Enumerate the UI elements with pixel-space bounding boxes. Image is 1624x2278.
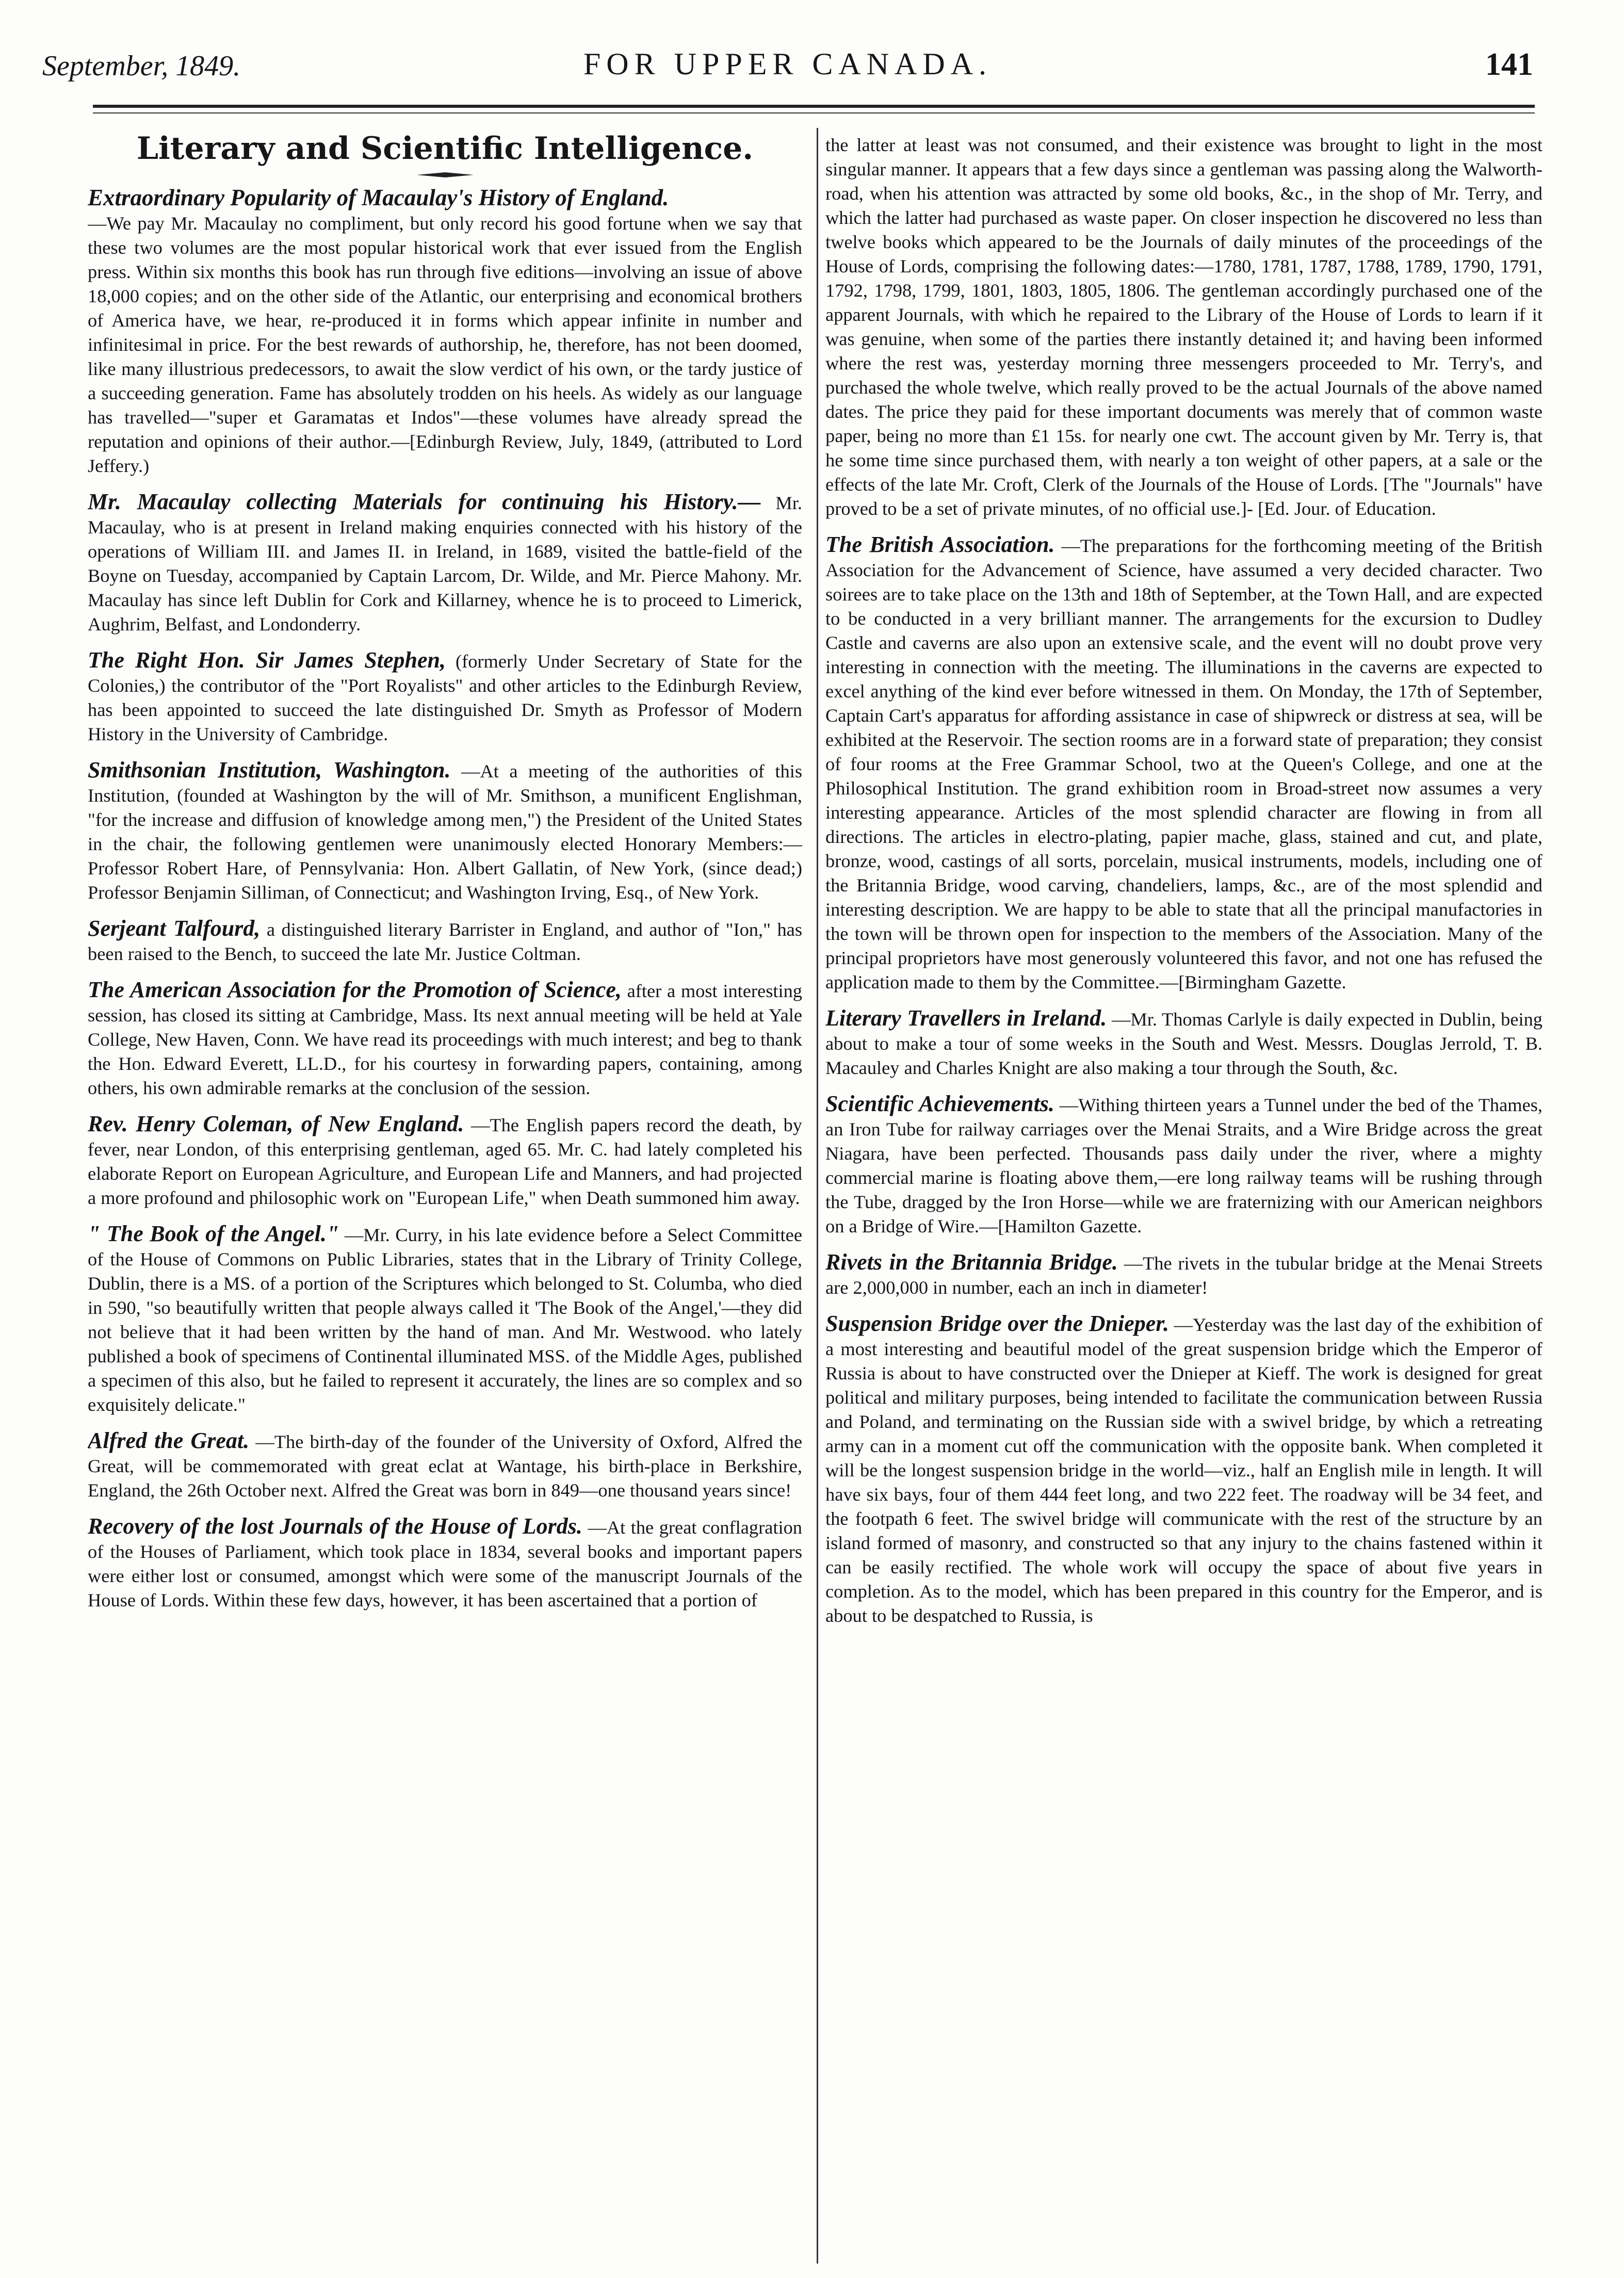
article-body: —Yesterday was the last day of the exhibition of a most interesting and beautiful model of the great suspension bridge which the Emperor of Russia is about to have constructed over the Dnieper at Kieff. The work is designed for great political and military purposes, being intended to facilitate the communication between Russia and Poland, and terminating on the Russian side with a swivel bridge, by which a retreating army can in a moment cut off the communication with the opposite bank. When completed it will be the longest suspension bridge in the world—viz., half an English mile in length. It will have six bays, four of them 444 feet long, and two 222 feet. The roadway will be 34 feet, and the footpath 6 feet. The swivel bridge will communicate with the rest of the structure by an island formed of masonry, and constructed so that any injury to the chains fastened within it can be easily rectified. The whole work will occupy the space of about five years in completion. As to the model, which has been prepared in this country for the Emperor, and is about to be despatched to Russia, is (825, 1314, 1542, 1626)
article-body: —The English papers record the death, by fever, near London, of this enterprising gentleman, aged 65. Mr. C. had lately completed his elaborate Report on European Agriculture, and European Life and Manners, and had projected a more profound and philosophic work on "European Life," when Death summoned him away. (88, 1115, 802, 1208)
article-heading: Extraordinary Popularity of Macaulay's History of England. (88, 185, 669, 210)
right-column (825, 133, 1542, 2264)
article-heading: Smithsonian Institution, Washington. (88, 757, 451, 783)
article-talfourd (88, 916, 802, 966)
article-body: —We pay Mr. Macaulay no compliment, but only record his good fortune when we say that these two volumes are the most popular historical work that ever issued from the English press. Within six months this book has run through five editions—involving an issue of above 18,000 copies; and on the other side of the Atlantic, our enterprising and economical brothers of America have, we hear, re-produced it in forms which appear infinite in number and infinitesimal in price. For the best rewards of authorship, he, therefore, has not been doomed, like many illustrious predecessors, to await the slow verdict of his own, or the tardy justice of a succeeding generation. Fame has absolutely trodden on his heels. As widely as our language has travelled—"super et Garamatas et Indos"—these volumes have already spread the reputation and opinions of their author.—[Edinburgh Review, July, 1849, (attributed to Lord Jeffery.) (88, 213, 802, 476)
article-dnieper-bridge (825, 1311, 1542, 1628)
article-heading: Rivets in the Britannia Bridge. (825, 1249, 1118, 1275)
article-heading: Serjeant Talfourd, (88, 916, 261, 941)
article-heading: Recovery of the lost Journals of the House of Lords. (88, 1514, 582, 1539)
article-heading: Scientific Achievements. (825, 1091, 1054, 1116)
article-british-association (825, 532, 1542, 995)
article-book-of-angel (88, 1222, 802, 1417)
article-body: —At the great conflagration of the Houses of Parliament, which took place in 1834, several books and important papers were either lost or consumed, amongst which were some of the manuscript Journals of the House of Lords. Within these few days, however, it has been ascertained that a portion of (88, 1517, 802, 1610)
header-title: FOR UPPER CANADA. (583, 47, 993, 81)
article-heading: Mr. Macaulay collecting Materials for continuing his History.— (88, 489, 761, 514)
article-macaulay-materials (88, 490, 802, 637)
article-body: —The preparations for the forthcoming meeting of the British Association for the Advancement of Science, have assumed a very decided character. Two soirees are to take place on the 13th and 18th of September, at the Town Hall, and are expected to be conducted in a very brilliant manner. The arrangements for the excursion to Dudley Castle and caverns are also upon an extensive scale, and the event will no doubt prove very interesting in connection with the meeting. The illuminations in the caverns are expected to excel anything of the kind ever before witnessed in them. On Monday, the 17th of September, Captain Cart's apparatus for affording assistance in case of shipwreck or distress at sea, will be exhibited at the Reservoir. The section rooms are in a forward state of preparation; they consist of four rooms at the Free Grammar School, two at the Queen's College, and one at the Philosophical Institution. The grand exhibition room in Broad-street now assumes a very interesting appearance. Articles of the most splendid character are flowing in from all directions. The articles in electro-plating, papier mache, glass, stained and cut, and plate, bronze, wood, castings of all sorts, porcelain, musical instruments, models, including one of the Britannia Bridge, wood carving, chandeliers, lamps, &c., are of the most splendid and interesting description. We are happy to be able to state that all the principal manufactories in the town will be thrown open for inspection to the members of the Association. Many of the principal proprietors have most generously volunteered this favor, and not one has refused the application made to them by the Committee.—[Birmingham Gazette. (825, 535, 1542, 992)
header-rule-thick (93, 105, 1535, 108)
article-body: —The birth-day of the founder of the University of Oxford, Alfred the Great, will be commemorated with great eclat at Wantage, his birth-place in Berkshire, England, the 26th October next. Alfred the Great was born in 849—one thousand years since! (88, 1431, 802, 1501)
header-date: September, 1849. (42, 50, 241, 82)
article-american-association (88, 978, 802, 1100)
article-body: Mr. Macaulay, who is at present in Ireland making enquiries connected with his history of the operations of William III. and James II. in Ireland, in 1689, visited the battle-field of the Boyne on Tuesday, accompanied by Captain Larcom, Dr. Wilde, and Mr. Pierce Mahony. Mr. Macaulay has since left Dublin for Cork and Killarney, whence he is to proceed to Limerick, Aughrim, Belfast, and Londonderry. (88, 493, 802, 634)
article-heading: Rev. Henry Coleman, of New England. (88, 1111, 464, 1136)
article-alfred-the-great (88, 1428, 802, 1503)
article-scientific-achievements (825, 1092, 1542, 1239)
article-body: (formerly Under Secretary of State for the Colonies,) the contributor of the "Port Royalists" and other articles to the Edinburgh Review, has been appointed to succeed the late distinguished Dr. Smyth as Professor of Modern History in the University of Cambridge. (88, 651, 802, 744)
header-rule-thin (93, 112, 1535, 113)
article-heading: The British Association. (825, 532, 1055, 557)
article-literary-travellers (825, 1006, 1542, 1080)
article-heading: Literary Travellers in Ireland. (825, 1005, 1107, 1031)
article-heading: The American Association for the Promotion of Science, (88, 977, 622, 1002)
article-macaulay-popularity (88, 184, 802, 478)
left-column (88, 129, 802, 2259)
article-body: the latter at least was not consumed, and their existence was brought to light in the most singular manner. It appears that a few days since a gentleman was passing along the Walworth-road, when his attention was attracted by some old books, &c., in the shop of Mr. Terry, and which the latter had purchased as waste paper. On closer inspection he discovered no less than twelve books which appeared to be the Journals of daily minutes of the proceedings of the House of Lords, comprising the following dates:—1780, 1781, 1787, 1788, 1789, 1790, 1791, 1792, 1798, 1799, 1801, 1803, 1805, 1806. The gentleman accordingly purchased one of the apparent Journals, with which he repaired to the Library of the House of Lords to learn if it was genuine, when some of the parties there instantly detained it; and having been informed where the rest was, yesterday morning three messengers proceeded to Mr. Terry's, and purchased the whole twelve, which really proved to be the actual Journals of the above named dates. The price they paid for these important documents was merely that of common waste paper, being no more than £1 15s. for nearly one cwt. The account given by Mr. Terry is, that he some time since purchased them, with nearly a ton weight of other papers, at a sale or the effects of the late Mr. Croft, Clerk of the Journals of the House of Lords. [The "Journals" have proved to be a set of private minutes, of no official use.]- [Ed. Jour. of Education. (825, 135, 1542, 519)
article-henry-coleman (88, 1112, 802, 1210)
article-heading: The Right Hon. Sir James Stephen, (88, 647, 446, 673)
article-heading: Suspension Bridge over the Dnieper. (825, 1311, 1169, 1336)
article-lost-journals-continued (825, 133, 1542, 521)
column-divider (817, 128, 818, 2264)
article-smithsonian (88, 758, 802, 905)
article-body: —Withing thirteen years a Tunnel under the bed of the Thames, an Iron Tube for railway carriages over the Menai Straits, and a Wire Bridge across the great Niagara, have been perfected. Thousands pass daily under the river, where a mighty commercial marine is floating above them,—ere long railway teams will be rushing through the Tube, dragged by the Iron Horse—while we are fraternizing with our American neighbors on a Bridge of Wire.—[Hamilton Gazette. (825, 1095, 1542, 1236)
article-body: —Mr. Curry, in his late evidence before a Select Committee of the House of Commons on Public Libraries, states that in the Library of Trinity College, Dublin, there is a MS. of a portion of the Scriptures which belonged to St. Columba, who died in 590, "so beautifully written that people always called it 'The Book of the Angel,'—they did not believe that it had been written by the hand of man. And Mr. Westwood. who lately published a book of specimens of Continental illuminated MSS. of the Middle Ages, published a specimen of this also, but he failed to represent it accurately, the lines are so complex and so exquisitely delicate." (88, 1225, 802, 1415)
ornament-divider (417, 171, 474, 178)
article-body: after a most interesting session, has closed its sitting at Cambridge, Mass. Its next annual meeting will be held at Yale College, New Haven, Conn. We have read its proceedings with much interest; and beg to thank the Hon. Edward Everett, LL.D., for his courtesy in forwarding papers, containing, among others, his own admirable remarks at the conclusion of the session. (88, 981, 802, 1098)
article-heading: Alfred the Great. (88, 1428, 250, 1453)
running-header (42, 40, 1533, 87)
article-body: —At a meeting of the authorities of this Institution, (founded at Washington by the will of Mr. Smithson, a munificent Englishman, "for the increase and diffusion of knowledge among men,") the President of the United States in the chair, the following gentlemen were unanimously elected Honorary Members:—Professor Robert Hare, of Pennsylvania: Hon. Albert Gallatin, of New York, (since dead;) Professor Benjamin Silliman, of Connecticut; and Washington Irving, Esq., of New York. (88, 761, 802, 903)
article-britannia-rivets (825, 1250, 1542, 1300)
article-body: a distinguished literary Barrister in England, and author of "Ion," has been raised to the Bench, to succeed the late Mr. Justice Coltman. (88, 919, 802, 964)
article-body: —The rivets in the tubular bridge at the Menai Streets are 2,000,000 in number, each an inch in diameter! (825, 1253, 1542, 1298)
article-lost-journals (88, 1514, 802, 1613)
article-body: —Mr. Thomas Carlyle is daily expected in Dublin, being about to make a tour of some weeks in the South and West. Messrs. Douglas Jerrold, T. B. Macauley and Charles Knight are also making a tour through the South, &c. (825, 1009, 1542, 1078)
article-heading: " The Book of the Angel." (88, 1221, 339, 1246)
section-title: Literary and Scientific Intelligence. (136, 131, 754, 167)
article-james-stephen (88, 648, 802, 746)
page-number: 141 (1485, 47, 1533, 82)
